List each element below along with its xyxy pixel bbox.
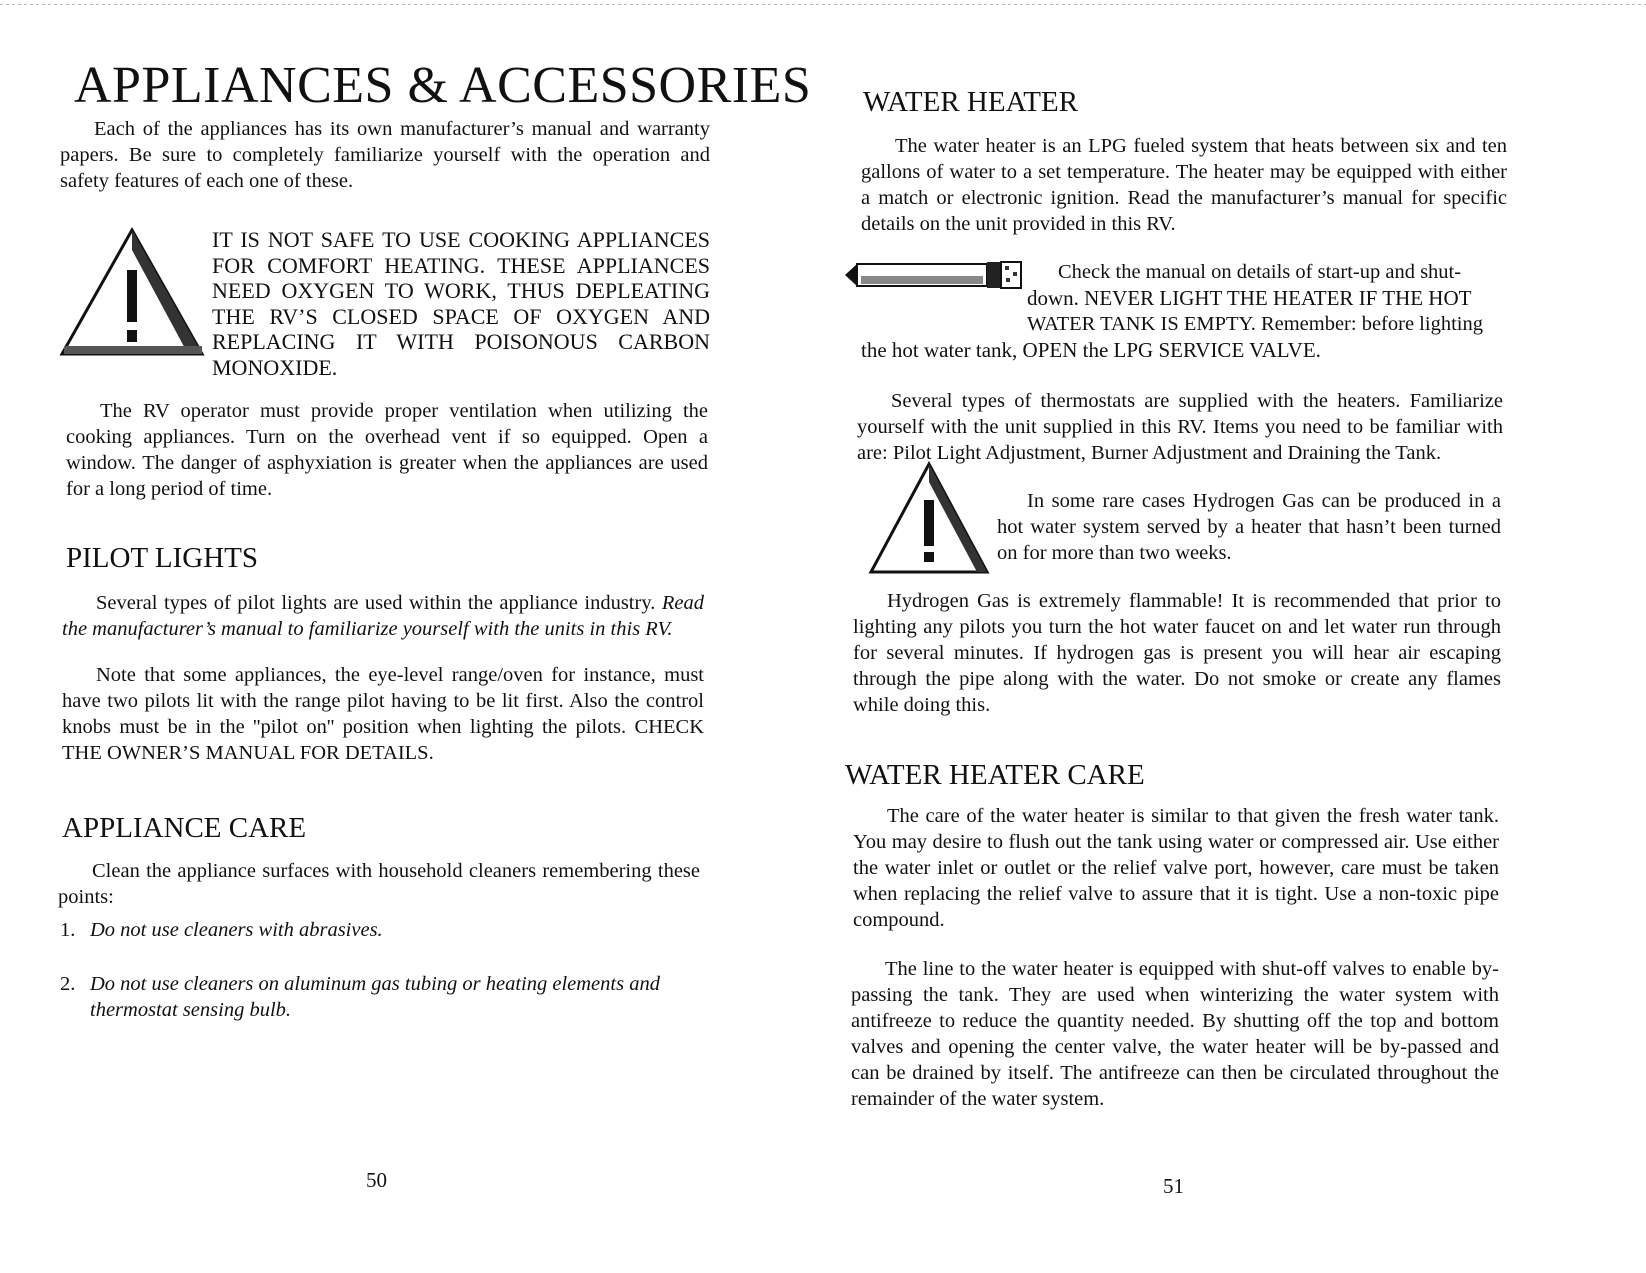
pilot-lights-paragraph [62, 590, 704, 642]
list-number: 1. [60, 919, 76, 941]
water-heater-care-paragraph: The care of the water heater is similar to that given the fresh water tank. You may desire to flush out the tank using water or compressed air. Use either the water inlet or outlet or the relief valve port, however, care must be taken when replacing the relief valve to assure that it is tight. Use a non-toxic pipe compound. [853, 805, 1499, 931]
list-number: 2. [60, 973, 76, 995]
warning-triangle-icon [867, 460, 991, 576]
pencil-pointer-icon [843, 256, 1025, 294]
appliance-care-intro: Clean the appliance surfaces with household cleaners remembering these points: [58, 860, 700, 908]
list-item [60, 917, 700, 943]
bypass-valves-paragraph: The line to the water heater is equipped with shut-off valves to enable by-passing the tank. They are used when winterizing the water system with antifreeze to reduce the quantity needed. By shutting off the top and bottom valves and opening the center valve, the water heater will be by-passed and can be drained by itself. The antifreeze can then be circulated throughout the remainder of the water system. [851, 958, 1499, 1110]
intro-paragraph: Each of the appliances has its own manufacturer’s manual and warranty papers. Be sure to completely familiarize yourself with the operation and safety features of each one of these. [60, 118, 710, 192]
ventilation-paragraph: The RV operator must provide proper ventilation when utilizing the cooking appliances. Turn on the overhead vent if so equipped. Open a window. The danger of asphyxiation is greater when the appliances are used for a long period of time. [66, 400, 708, 500]
water-heater-care-heading: WATER HEATER CARE [845, 759, 1145, 791]
list-text-line1: Do not use cleaners on aluminum gas tubing or heating elements and [90, 973, 660, 995]
check-manual-line1: Check the manual on details of start-up and shut- [1058, 261, 1462, 283]
check-manual-line2: down. NEVER LIGHT THE HEATER IF THE HOT [1027, 286, 1472, 310]
right-page [823, 0, 1646, 1273]
pilot-lights-heading: PILOT LIGHTS [66, 542, 258, 574]
pilot-lights-text: Several types of pilot lights are used within the appliance industry. [96, 592, 662, 614]
water-heater-heading: WATER HEATER [863, 86, 1079, 118]
page-number: 50 [366, 1168, 387, 1192]
water-heater-intro: The water heater is an LPG fueled system that heats between six and ten gallons of water to a set temperature. The heater may be equipped with either a match or electronic ignition. Read the manufacturer’s manual for specific details on the unit provided in this RV. [861, 135, 1507, 235]
appliance-care-heading: APPLIANCE CARE [62, 812, 307, 844]
thermostats-paragraph: Several types of thermostats are supplied with the heaters. Familiarize yourself with the unit supplied in this RV. Items you need to be familiar with are: Pilot Light Adjustment, Burner Adjustment and Draining the Tank. [857, 390, 1503, 464]
carbon-monoxide-warning: IT IS NOT SAFE TO USE COOKING APPLIANCES FOR COMFORT HEATING. THESE APPLIANCES NEED OXYGEN TO WORK, THUS DEPLEATING THE RV’S CLOSED SPACE OF OXYGEN AND REPLACING IT WITH POISONOUS CARBON MONOXIDE. [212, 227, 710, 380]
check-manual-line4: the hot water tank, OPEN the LPG SERVICE VALVE. [861, 338, 1321, 362]
warning-triangle-icon [58, 226, 206, 358]
pilot-lights-italic-note: Read the manufacturer’s manual to familiarize yourself with the units in this RV. [62, 592, 704, 640]
page-title: APPLIANCES & ACCESSORIES [74, 57, 812, 114]
hydrogen-gas-paragraph: Hydrogen Gas is extremely flammable! It is recommended that prior to lighting any pilots you turn the hot water faucet on and let water run through for several minutes. If hydrogen gas is present you will hear air escaping through the pipe along with the water. Do not smoke or create any flames while doing this. [853, 590, 1501, 716]
two-pilots-paragraph: Note that some appliances, the eye-level range/oven for instance, must have two pilots lit with the range pilot having to be lit first. Also the control knobs must be in the ''pilot on'' position when lighting the pilots. CHECK THE OWNER’S MANUAL FOR DETAILS. [62, 664, 704, 764]
list-text-line2: thermostat sensing bulb. [90, 999, 292, 1021]
list-item [60, 971, 710, 1023]
hydrogen-gas-warning: In some rare cases Hydrogen Gas can be produced in a hot water system served by a heater that hasn’t been turned on for more than two weeks. [997, 490, 1501, 564]
page-number: 51 [1163, 1174, 1184, 1198]
list-text: Do not use cleaners with abrasives. [90, 919, 383, 941]
check-manual-line3: WATER TANK IS EMPTY. Remember: before lighting [1027, 313, 1483, 335]
